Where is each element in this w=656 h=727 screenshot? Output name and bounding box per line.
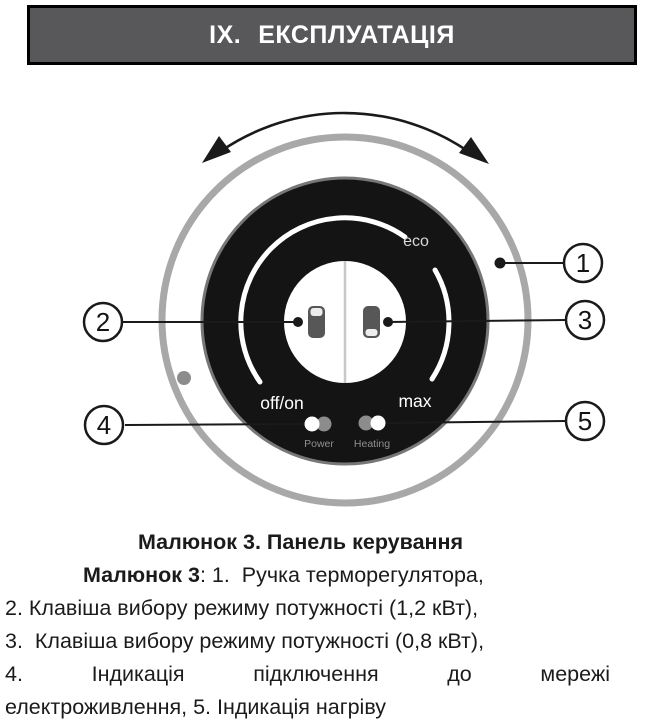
section-header — [27, 5, 637, 65]
legend-item-4-word: 4. — [5, 662, 23, 686]
legend-item-2: 2. Клавіша вибору режиму потужності (1,2 кВт), — [5, 596, 479, 620]
legend-item-4 — [5, 658, 610, 691]
callout-3-dot — [383, 317, 393, 327]
callout-2-dot — [293, 317, 303, 327]
legend-item-4-word: підключення — [253, 662, 379, 686]
legend-item-5: електроживлення, 5. Індикація нагріву — [5, 695, 387, 719]
control-panel-diagram — [0, 70, 656, 525]
power-mode-switch-2-icon — [363, 306, 380, 338]
eco-label: eco — [403, 233, 429, 250]
legend-item-3: 3. Клавіша вибору режиму потужності (0,8 кВт), — [5, 629, 485, 653]
callout-3 — [566, 301, 604, 339]
section-title: ЕКСПЛУАТАЦІЯ — [258, 20, 455, 49]
legend-item-4-word: Індикація — [91, 662, 185, 686]
figure-control-panel — [0, 70, 656, 525]
callout-5 — [566, 402, 604, 440]
callout-1-dot — [495, 258, 506, 269]
callout-4 — [85, 406, 123, 444]
callout-2 — [84, 303, 122, 341]
section-numeral: IX. — [209, 20, 242, 49]
callout-1 — [564, 244, 602, 282]
offon-label: off/on — [260, 393, 304, 413]
callout-3-number: 3 — [577, 305, 593, 335]
callout-5-number: 5 — [577, 406, 593, 436]
legend-item-4-word: до — [447, 662, 472, 686]
heating-led-label: Heating — [353, 438, 391, 450]
legend-line-1 — [83, 559, 484, 592]
max-label: max — [398, 391, 432, 411]
legend-figure-ref: Малюнок 3 — [83, 563, 200, 587]
legend-item-4-word: мережі — [540, 662, 610, 686]
knob-index-dot — [177, 371, 191, 385]
callout-4-number: 4 — [96, 410, 112, 440]
callout-1-number: 1 — [575, 248, 591, 278]
legend-item-1: : 1. Ручка терморегулятора, — [199, 563, 484, 587]
callout-2-number: 2 — [95, 307, 111, 337]
power-mode-switch-1-icon — [308, 306, 325, 338]
power-led-label: Power — [304, 438, 334, 450]
figure-caption-title: Малюнок 3. Панель керування — [138, 530, 464, 554]
